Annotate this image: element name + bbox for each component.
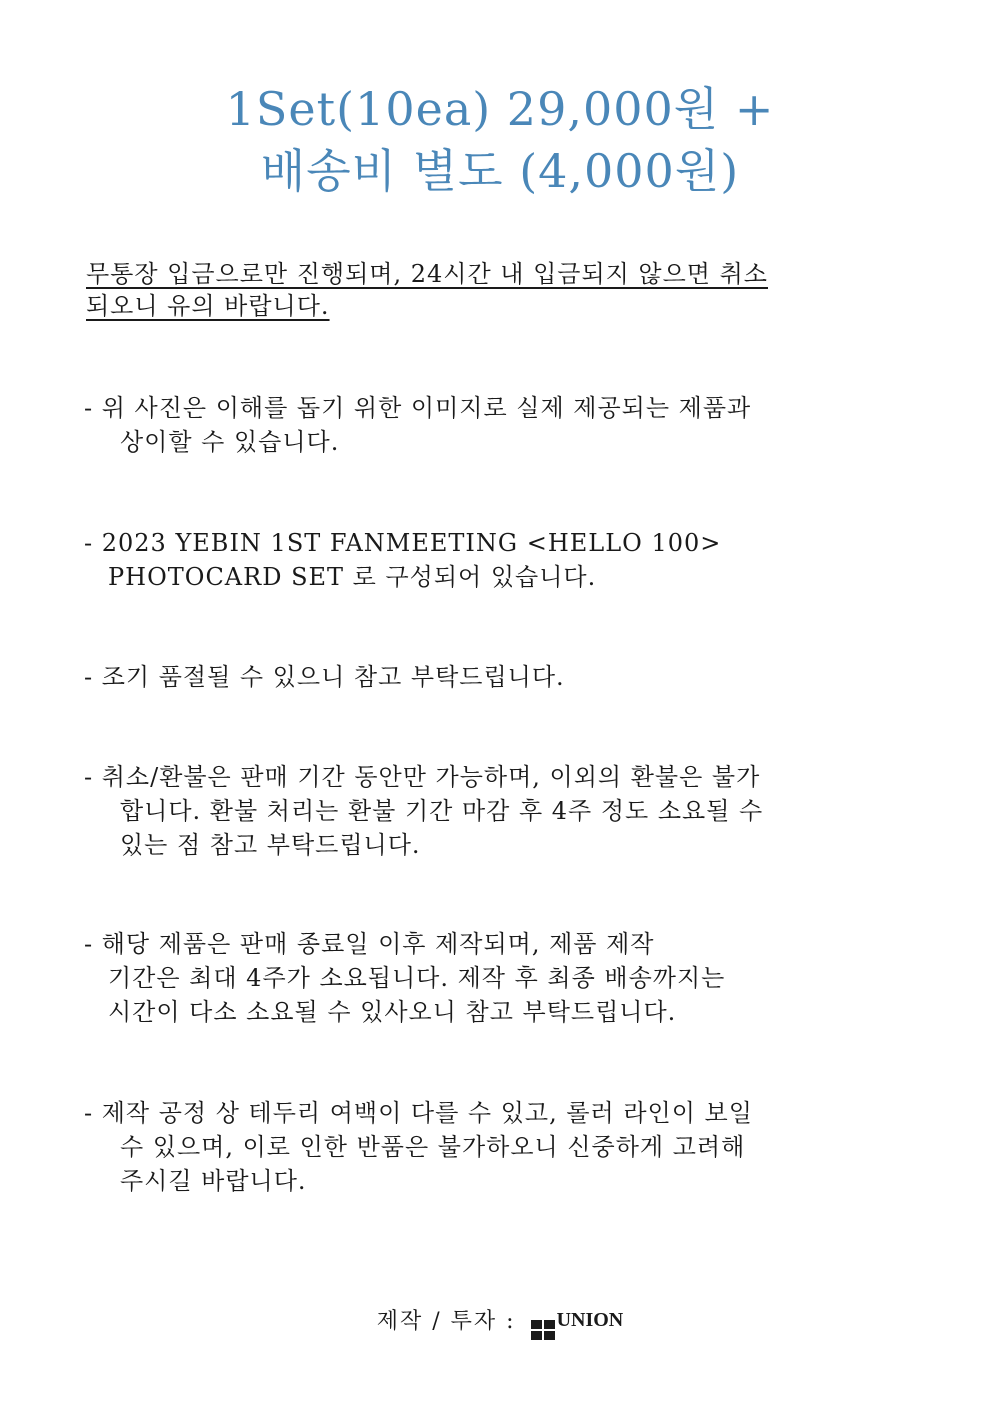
credit-footer	[0, 1304, 1000, 1340]
credit-label: 제작 / 투자 :	[376, 1309, 516, 1334]
note-line: 기간은 최대 4주가 소요됩니다. 제작 후 최종 배송까지는	[108, 964, 726, 992]
price-title	[0, 78, 1000, 202]
note-line: PHOTOCARD SET 로 구성되어 있습니다.	[108, 563, 597, 591]
note-line: 주시길 바랍니다.	[120, 1167, 307, 1195]
payment-notice-line-1: 무통장 입금으로만 진행되며, 24시간 내 입금되지 않으면 취소	[86, 260, 768, 288]
note-line: 상이할 수 있습니다.	[120, 428, 340, 456]
union-logo-mark-icon	[531, 1320, 555, 1340]
note-item	[84, 391, 934, 459]
union-logo	[531, 1304, 624, 1340]
note-line: - 제작 공정 상 테두리 여백이 다를 수 있고, 롤러 라인이 보일	[84, 1099, 753, 1127]
note-item	[84, 1096, 934, 1198]
note-line: 수 있으며, 이로 인한 반품은 불가하오니 신중하게 고려해	[120, 1133, 746, 1161]
note-item	[84, 660, 934, 694]
union-logo-text: UNION	[556, 1309, 624, 1331]
price-title-line-2: 배송비 별도 (4,000원)	[260, 144, 740, 198]
note-line: - 2023 YEBIN 1ST FANMEETING <HELLO 100>	[84, 529, 722, 557]
note-line: - 조기 품절될 수 있으니 참고 부탁드립니다.	[84, 663, 565, 691]
note-item	[84, 927, 934, 1029]
payment-notice	[86, 258, 916, 322]
note-line: - 취소/환불은 판매 기간 동안만 가능하며, 이외의 환불은 불가	[84, 763, 761, 791]
note-line: - 위 사진은 이해를 돕기 위한 이미지로 실제 제공되는 제품과	[84, 394, 752, 422]
note-item	[84, 760, 934, 862]
note-item	[84, 526, 934, 594]
note-line: 합니다. 환불 처리는 환불 기간 마감 후 4주 정도 소요될 수	[120, 797, 764, 825]
note-line: 시간이 다소 소요될 수 있사오니 참고 부탁드립니다.	[108, 998, 677, 1026]
payment-notice-line-2: 되오니 유의 바랍니다.	[86, 292, 330, 320]
price-title-line-1: 1Set(10ea) 29,000원 +	[225, 82, 775, 136]
note-line: 있는 점 참고 부탁드립니다.	[120, 831, 421, 859]
note-line: - 해당 제품은 판매 종료일 이후 제작되며, 제품 제작	[84, 930, 655, 958]
